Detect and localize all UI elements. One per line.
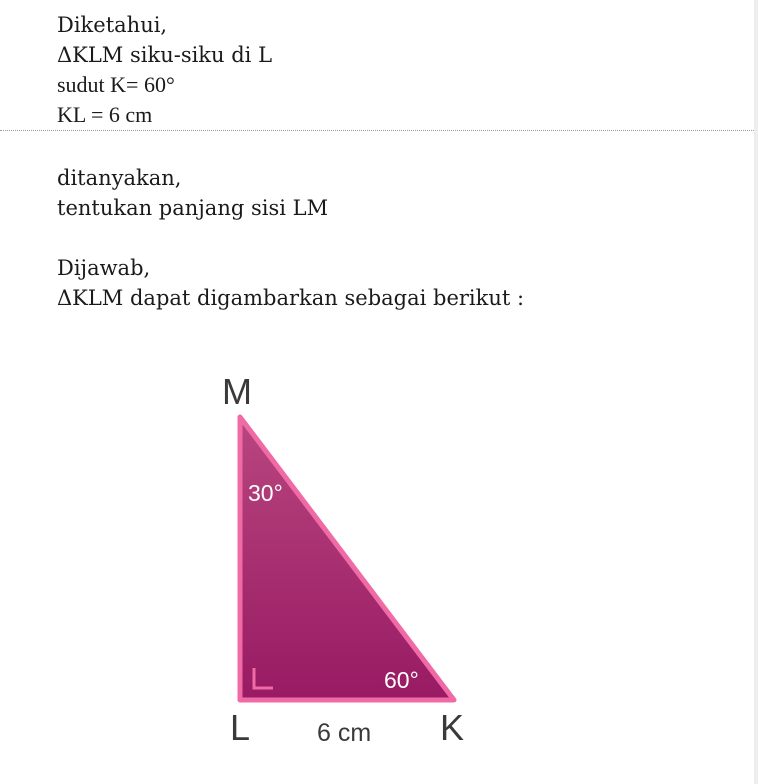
given-angle-line: sudut K= 60°	[57, 72, 175, 97]
vertex-k-label: K	[440, 707, 465, 748]
given-triangle-line: ΔKLM siku-siku di L	[57, 43, 273, 67]
side-kl-label: 6 cm	[317, 719, 372, 747]
page-edge	[754, 0, 758, 784]
section-divider	[0, 130, 754, 131]
angle-m-label: 30°	[248, 480, 283, 506]
vertex-m-label: M	[222, 371, 252, 412]
question-text: tentukan panjang sisi LM	[57, 196, 329, 220]
answer-heading: Dijawab,	[57, 256, 151, 280]
triangle-diagram	[200, 360, 500, 760]
angle-k-label: 60°	[384, 667, 419, 693]
triangle-figure	[200, 360, 500, 760]
given-heading: Diketahui,	[57, 13, 168, 37]
question-heading: ditanyakan,	[57, 166, 182, 190]
given-side-line: KL = 6 cm	[57, 102, 153, 127]
triangle-klm	[240, 417, 454, 700]
answer-text: ΔKLM dapat digambarkan sebagai berikut :	[57, 286, 525, 310]
vertex-l-label: L	[230, 707, 251, 748]
